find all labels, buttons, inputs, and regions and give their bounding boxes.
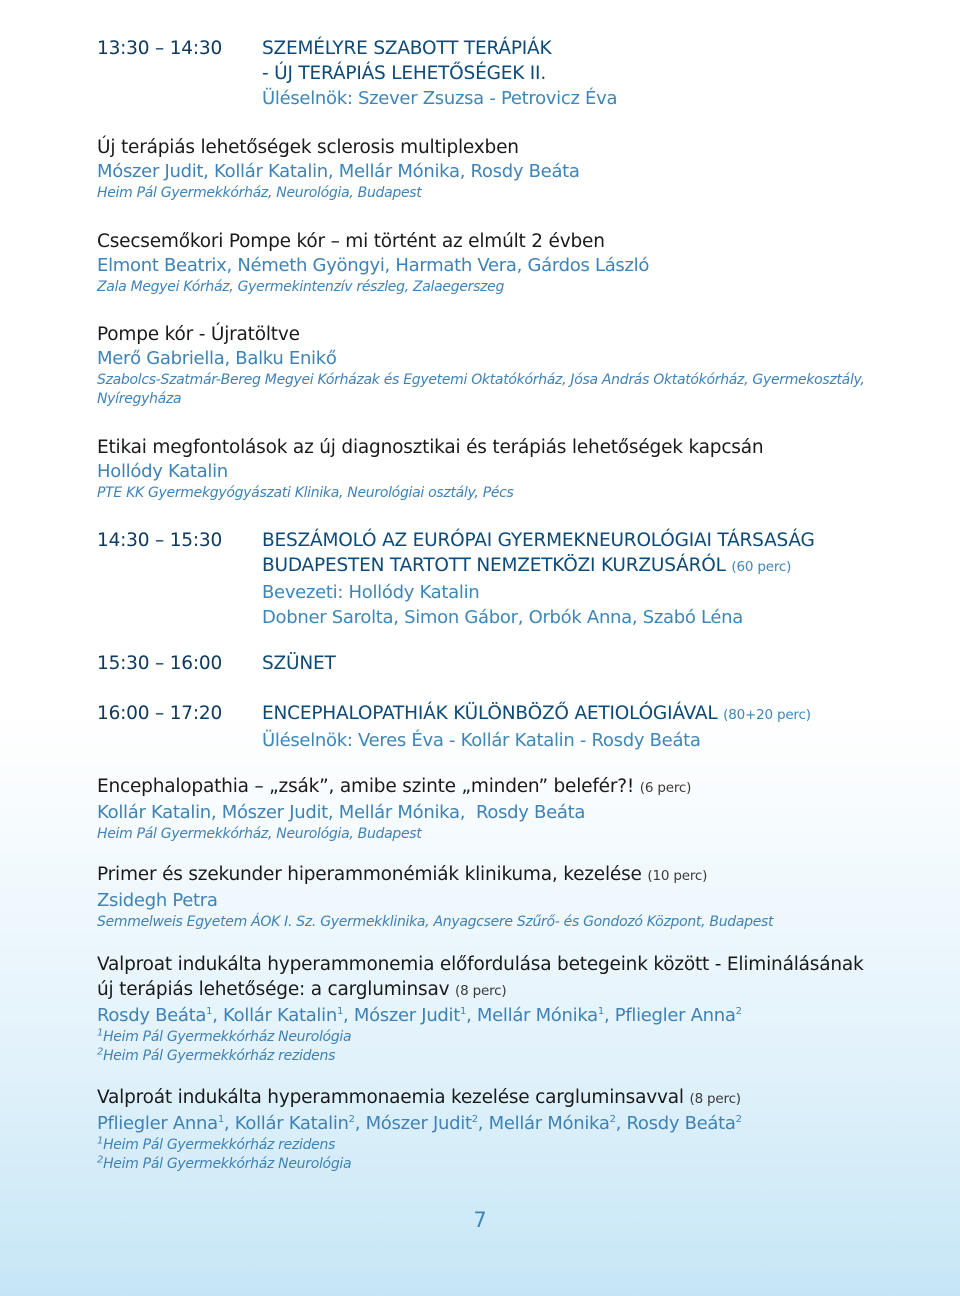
talk-authors: Elmont Beatrix, Németh Gyöngyi, Harmath Vera, Gárdos László	[97, 255, 650, 276]
session-title-text: BUDAPESTEN TARTOTT NEMZETKÖZI KURZUSÁRÓL	[262, 555, 726, 576]
session-duration: (80+20 perc)	[723, 707, 811, 723]
talk-affiliation: Zala Megyei Kórház, Gyermekintenzív részleg, Zalaegerszeg	[97, 279, 505, 295]
talk-duration: (8 perc)	[689, 1091, 741, 1107]
author-sup: 1	[460, 1006, 467, 1017]
session-chairs: Üléselnök: Szever Zsuzsa - Petrovicz Éva	[262, 88, 618, 109]
talk-title-line	[97, 952, 877, 1004]
session-time: 16:00 – 17:20	[97, 703, 223, 724]
talk-5	[97, 774, 691, 844]
talk-3	[97, 322, 865, 409]
talk-7	[97, 952, 877, 1066]
talk-affiliation-2	[97, 1155, 742, 1174]
talk-duration: (10 perc)	[647, 868, 708, 884]
session-title: BESZÁMOLÓ AZ EURÓPAI GYERMEKNEUROLÓGIAI TÁRSASÁG	[262, 530, 815, 551]
session-speakers: Dobner Sarolta, Simon Gábor, Orbók Anna, Szabó Léna	[262, 607, 744, 628]
author-sup: 1	[597, 1006, 604, 1017]
affiliation-sup: 1	[97, 1135, 104, 1147]
author-name: Kollár Katalin	[223, 1005, 337, 1026]
talk-8	[97, 1085, 742, 1174]
author-name: Mellár Mónika	[476, 1005, 598, 1026]
session-title: SZEMÉLYRE SZABOTT TERÁPIÁK	[262, 38, 552, 59]
talk-authors: Hollódy Katalin	[97, 461, 228, 482]
author-sup: 1	[336, 1006, 343, 1017]
talk-authors: Rosdy Beáta$^1$, Kollár Katalin$^1$, Mószer Judit$^1$, Mellár Mónika$^1$, Pfliegler Anna$^2$	[97, 1005, 742, 1026]
author-name: Mellár Mónika	[488, 1113, 610, 1134]
talk-affiliation: Szabolcs-Szatmár-Bereg Megyei Kórházak és Egyetemi Oktatókórház, Jósa András Oktatókórház, Gyermekosztály,	[97, 372, 865, 388]
talk-title-line	[97, 774, 691, 801]
talk-authors: Mószer Judit, Kollár Katalin, Mellár Mónika, Rosdy Beáta	[97, 161, 580, 182]
author-name: Pfliegler Anna	[97, 1113, 218, 1134]
session-time: 13:30 – 14:30	[97, 38, 223, 59]
session-title-line2: - ÚJ TERÁPIÁS LEHETŐSÉGEK II.	[262, 63, 546, 84]
talk-affiliation-line2: Nyíregyháza	[97, 391, 182, 407]
page-number: 7	[473, 1208, 487, 1232]
talk-1	[97, 135, 580, 203]
author-name: Rosdy Beáta	[97, 1005, 207, 1026]
talk-title: Valproát indukálta hyperammonaemia kezelése cargluminsavval	[97, 1087, 684, 1108]
talk-affiliation: Semmelweis Egyetem ÁOK I. Sz. Gyermekklinika, Anyagcsere Szűrő- és Gondozó Központ, Budapest	[97, 914, 774, 930]
author-name: Mószer Judit	[353, 1005, 461, 1026]
session-time: 14:30 – 15:30	[97, 530, 223, 551]
session-intro: Bevezeti: Hollódy Katalin	[262, 582, 480, 603]
affiliation-text: Heim Pál Gyermekkórház Neurológia	[103, 1156, 352, 1172]
affiliation-sup: 1	[97, 1027, 104, 1039]
author-sup: 2	[735, 1114, 742, 1125]
talk-title: Pompe kór - Újratöltve	[97, 324, 300, 345]
session-title: SZÜNET	[262, 653, 336, 674]
talk-title: Csecsemőkori Pompe kór – mi történt az elmúlt 2 évben	[97, 231, 605, 252]
talk-4	[97, 435, 763, 503]
author-sup: 2	[609, 1114, 616, 1125]
talk-affiliation: Heim Pál Gyermekkórház, Neurológia, Budapest	[97, 826, 422, 842]
author-name: Kollár Katalin	[234, 1113, 349, 1134]
talk-title: Etikai megfontolások az új diagnosztikai és terápiás lehetőségek kapcsán	[97, 437, 764, 458]
author-sup: 2	[348, 1114, 355, 1125]
author-name: Mószer Judit	[365, 1113, 472, 1134]
session-time: 15:30 – 16:00	[97, 653, 223, 674]
talk-affiliation-1	[97, 1136, 742, 1155]
talk-authors: Zsidegh Petra	[97, 890, 218, 911]
session-duration: (60 perc)	[731, 559, 792, 575]
talk-authors: Merő Gabriella, Balku Enikő	[97, 348, 337, 369]
author-sup: 2	[735, 1006, 742, 1017]
talk-2	[97, 229, 649, 297]
author-sup: 1	[206, 1006, 213, 1017]
talk-affiliation: PTE KK Gyermekgyógyászati Klinika, Neurológiai osztály, Pécs	[97, 485, 514, 501]
affiliation-sup: 2	[97, 1154, 104, 1166]
session-title: ENCEPHALOPATHIÁK KÜLÖNBÖZŐ AETIOLÓGIÁVAL	[262, 703, 718, 724]
talk-title: Új terápiás lehetőségek sclerosis multiplexben	[97, 137, 519, 158]
session-title-line	[262, 701, 902, 728]
affiliation-text: Heim Pál Gyermekkórház rezidens	[103, 1137, 336, 1153]
talk-affiliation-1	[97, 1028, 877, 1047]
talk-duration: (8 perc)	[455, 983, 507, 999]
talk-title-line	[97, 1085, 742, 1112]
author-sup: 1	[217, 1114, 224, 1125]
affiliation-text: Heim Pál Gyermekkórház Neurológia	[103, 1029, 352, 1045]
session-title-line2	[262, 553, 902, 580]
author-name: Rosdy Beáta	[626, 1113, 736, 1134]
talk-title: Primer és szekunder hiperammonémiák klinikuma, kezelése	[97, 864, 642, 885]
talk-title: Encephalopathia – „zsák”, amibe szinte „minden” belefér?!	[97, 776, 635, 797]
session-chairs: Üléselnök: Veres Éva - Kollár Katalin - Rosdy Beáta	[262, 730, 701, 751]
author-name: Pfliegler Anna	[614, 1005, 736, 1026]
author-sup: 2	[471, 1114, 478, 1125]
talk-duration: (6 perc)	[639, 780, 692, 796]
talk-authors: Kollár Katalin, Mószer Judit, Mellár Mónika, Rosdy Beáta	[97, 802, 586, 823]
talk-affiliation-2	[97, 1047, 877, 1066]
talk-authors: Pfliegler Anna$^1$, Kollár Katalin$^2$, Mószer Judit$^2$, Mellár Mónika$^2$, Rosdy Beáta$^2$	[97, 1113, 742, 1134]
talk-title-line	[97, 862, 773, 889]
affiliation-text: Heim Pál Gyermekkórház rezidens	[103, 1048, 336, 1064]
talk-6	[97, 862, 773, 932]
talk-title: Valproat indukálta hyperammonemia előfordulása betegeink között - Eliminálásának új terápiás lehetősége: a cargluminsav	[97, 954, 864, 1000]
affiliation-sup: 2	[97, 1046, 104, 1058]
talk-affiliation: Heim Pál Gyermekkórház, Neurológia, Budapest	[97, 185, 422, 201]
